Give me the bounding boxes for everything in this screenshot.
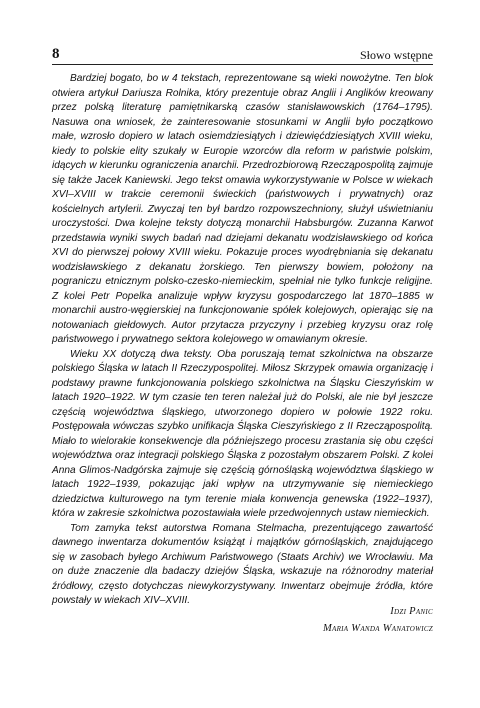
signatures	[323, 603, 433, 637]
page-header	[52, 46, 433, 64]
paragraph-early-modern: Bardziej bogato, bo w 4 tekstach, reprezentowane są wieki nowożytne. Ten blok otwiera artykuł Dariusza Rolnika, który prezentuje obraz Anglii i Anglików kreowany przez polską literaturę pamiętnikarską czasów stanisławowskich (1764–1795). Nasuwa ona wniosek, że zainteresowanie stosunkami w Anglii było początkowo małe, wzrosło dopiero w latach osiemdziesiątych i dziewięćdziesiątych XVIII wieku, kiedy to polskie elity szukały w Europie wzorców dla reform w państwie polskim, idących w kierunku ograniczenia anarchii. Przedrozbiorową Rzecząpospolitą zajmuje się także Jacek Kaniewski. Jego tekst omawia wykorzystywanie w Polsce w wiekach XVI–XVIII w trakcie ceremonii świeckich (państwowych i prywatnych) oraz kościelnych artylerii. Zwyczaj ten był bardzo rozpowszechniony, służył uświetnianiu uroczystości. Dwa kolejne teksty dotyczą monarchii Habsburgów. Zuzanna Karwot przedstawia wyniki swych badań nad dziejami dekanatu wodzisławskiego od końca XVI do pierwszej połowy XVIII wieku. Pokazuje proces wyodrębniania się dekanatu wodzisławskiego z dekanatu żorskiego. Ten pierwszy bowiem, położony na pograniczu etnicznym polsko-czesko-niemieckim, spełniał nie tylko funkcje religijne. Z kolei Petr Popelka analizuje wpływ kryzysu gospodarczego lat 1870–1885 w monarchii austro-węgierskiej na funkcjonowanie spółek kolejowych, opierając się na notowaniach giełdowych. Autor przytacza przyczyny i przebieg kryzysu oraz rolę państwowego i prywatnego sektora kolejowego w omawianym okresie.	[52, 73, 433, 345]
page-number: 8	[52, 46, 60, 62]
body-text	[52, 72, 433, 609]
signature-author-2: Maria Wanda Wanatowicz	[322, 623, 433, 634]
header-rule	[52, 64, 433, 65]
paragraph-twentieth-century: Wieku XX dotyczą dwa teksty. Oba poruszają temat szkolnictwa na obszarze polskiego Śląska w latach II Rzeczypospolitej. Miłosz Skrzypek omawia organizację i podstawy prawne funkcjonowania polskiego szkolnictwa na Śląsku Cieszyńskim w latach 1920–1922. W tym czasie ten teren należał już do Polski, ale nie był jeszcze częścią województwa śląskiego, utworzonego dopiero w połowie 1922 roku. Postępowała wówczas szybko unifikacja Śląska Cieszyńskiego z II Rzecząpospolitą. Miało to wielorakie konsekwencje dla późniejszego procesu zrastania się obu części województwa oraz integracji polskiego Śląska z pozostałym obszarem Polski. Z kolei Anna Glimos-Nadgórska zajmuje się częścią górnośląską województwa śląskiego w latach 1922–1939, pokazując jaki wpływ na utrzymywanie się niemieckiego dziedzictwa kulturowego na tym terenie miała konwencja genewska (1922–1937), która w zakresie szkolnictwa pozostawiała wiele przedwojennych ustaw niemieckich.	[52, 348, 433, 519]
running-head: Słowo wstępne	[360, 48, 433, 62]
paragraph-closing: Tom zamyka tekst autorstwa Romana Stelmacha, prezentującego zawartość dawnego inwentarza dokumentów książąt i majątków górnośląskich, znajdującego się w zasobach byłego Archiwum Państwowego (Staats Archiv) we Wrocławiu. Ma on duże znaczenie dla badaczy dziejów Śląska, wskazuje na różnorodny materiał źródłowy, często dotychczas niewykorzystywany. Inwentarz obejmuje źródła, które powstały w wiekach XIV–XVIII.	[52, 522, 433, 606]
signature-author-1: Idzi Panic	[390, 606, 433, 617]
